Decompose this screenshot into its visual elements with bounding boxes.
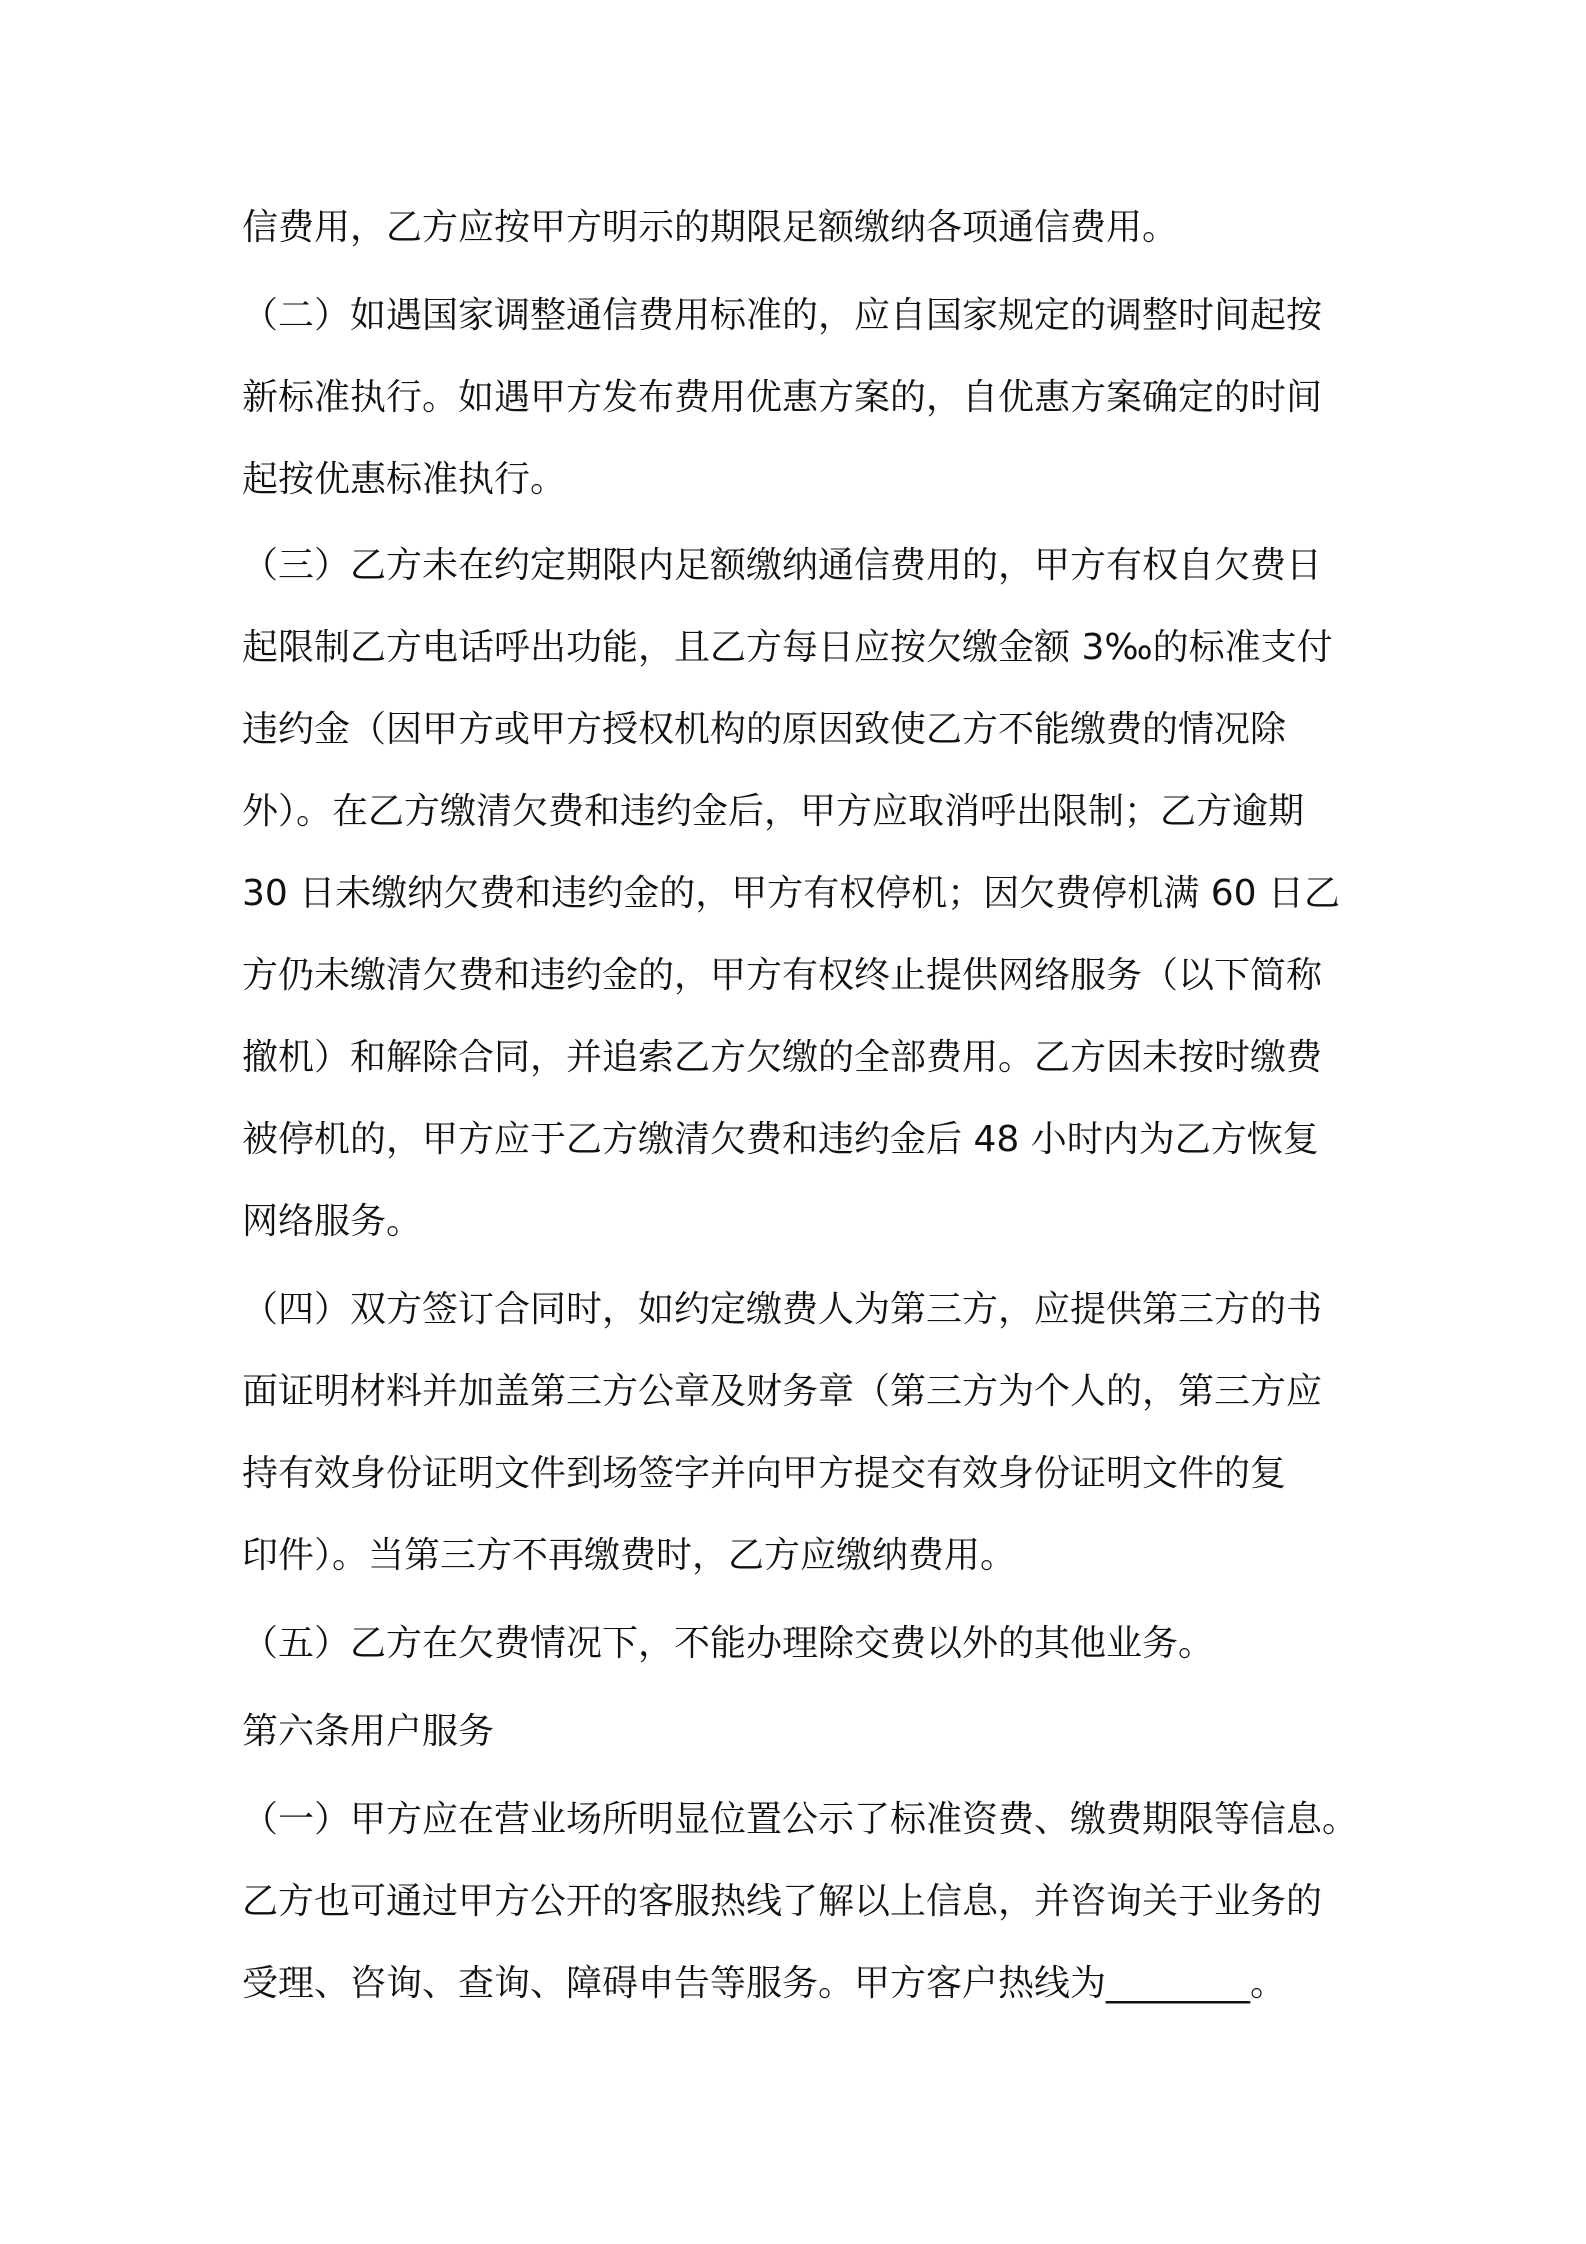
text-line: 信费用，乙方应按甲方明示的期限足额缴纳各项通信费用。 (242, 207, 1179, 248)
text-line: 印件）。当第三方不再缴费时，乙方应缴纳费用。 (242, 1535, 1017, 1576)
text-line: （五）乙方在欠费情况下，不能办理除交费以外的其他业务。 (242, 1623, 1215, 1664)
text-line: 被停机的，甲方应于乙方缴清欠费和违约金后 48 小时内为乙方恢复 (242, 1119, 1319, 1160)
text-line: 新标准执行。如遇甲方发布费用优惠方案的，自优惠方案确定的时间 (242, 377, 1323, 418)
text-line: （四）双方签订合同时，如约定缴费人为第三方，应提供第三方的书 (242, 1289, 1323, 1330)
text-line: 持有效身份证明文件到场签字并向甲方提交有效身份证明文件的复 (242, 1453, 1287, 1494)
text-line: （三）乙方未在约定期限内足额缴纳通信费用的，甲方有权自欠费日 (242, 545, 1323, 586)
text-line: 30 日未缴纳欠费和违约金的，甲方有权停机；因欠费停机满 60 日乙 (242, 873, 1340, 914)
text-line: 网络服务。 (242, 1201, 423, 1242)
text-line: 受理、咨询、查询、障碍申告等服务。甲方客户热线为________。 (242, 1963, 1287, 2004)
text-line: 起按优惠标准执行。 (242, 459, 567, 500)
text-line: （二）如遇国家调整通信费用标准的，应自国家规定的调整时间起按 (242, 295, 1323, 336)
text-line: 方仍未缴清欠费和违约金的，甲方有权终止提供网络服务（以下简称 (242, 955, 1323, 996)
text-line: 外）。在乙方缴清欠费和违约金后，甲方应取消呼出限制；乙方逾期 (242, 791, 1305, 832)
text-line: 撤机）和解除合同，并追索乙方欠缴的全部费用。乙方因未按时缴费 (242, 1037, 1323, 1078)
text-line: （一）甲方应在营业场所明显位置公示了标准资费、缴费期限等信息。 (242, 1799, 1359, 1840)
text-line: 乙方也可通过甲方公开的客服热线了解以上信息，并咨询关于业务的 (242, 1881, 1323, 1922)
text-line: 起限制乙方电话呼出功能，且乙方每日应按欠缴金额 3‰的标准支付 (242, 627, 1333, 668)
text-line: 违约金（因甲方或甲方授权机构的原因致使乙方不能缴费的情况除 (242, 709, 1287, 750)
section-heading: 第六条用户服务 (242, 1711, 495, 1752)
text-line: 面证明材料并加盖第三方公章及财务章（第三方为个人的，第三方应 (242, 1371, 1323, 1412)
